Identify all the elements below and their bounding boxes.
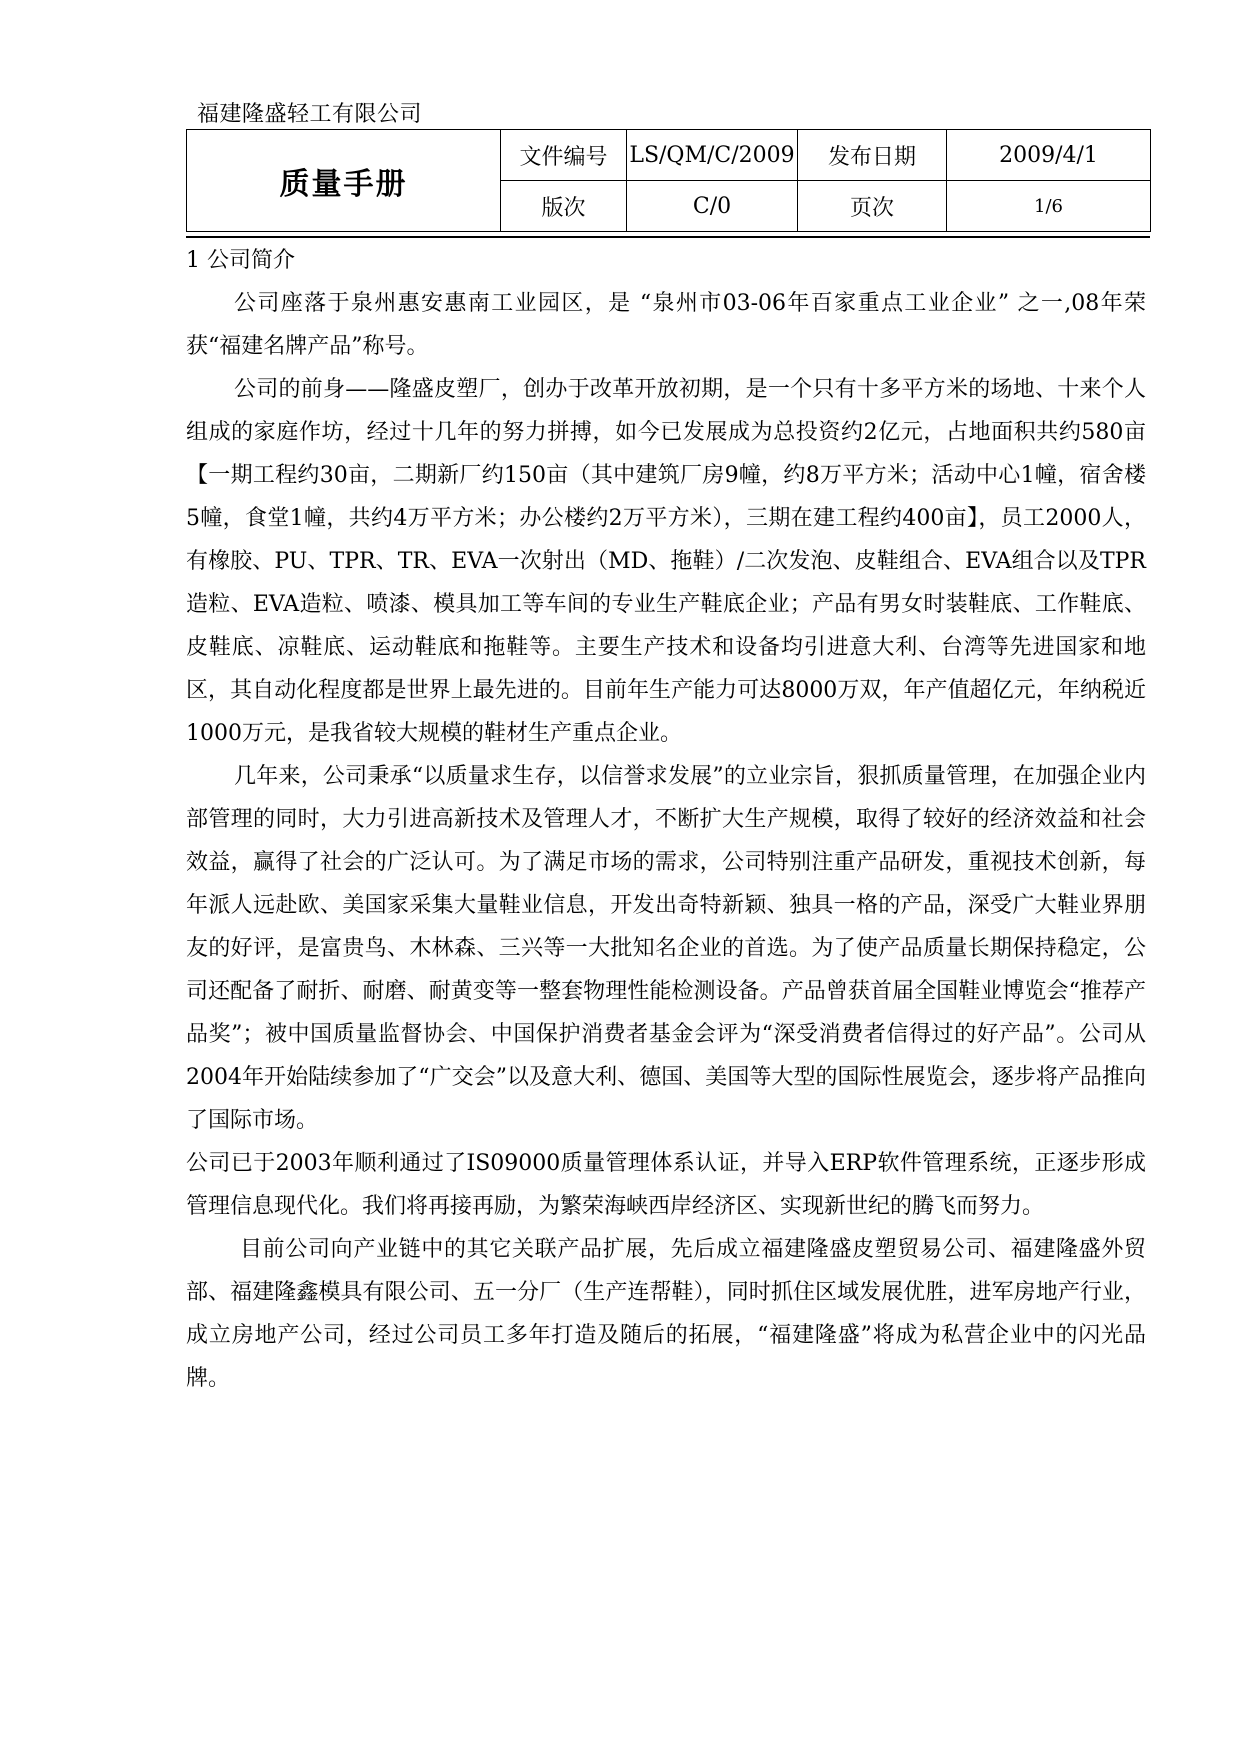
section-heading: 1 公司简介: [186, 248, 295, 273]
paragraph: 公司的前身——隆盛皮塑厂，创办于改革开放初期，是一个只有十多平方米的场地、十来个人组成的家庭作坊，经过十几年的努力拼搏，如今已发展成为总投资约2亿元，占地面积共约580亩【一期工程约30亩，二期新厂约150亩（其中建筑厂房9幢，约8万平方米；活动中心1幢，宿舍楼5幢，食堂1幢，共约4万平方米；办公楼约2万平方米），三期在建工程约400亩】，员工2000人，有橡胶、PU、TPR、TR、EVA一次射出（MD、拖鞋）/二次发泡、皮鞋组合、EVA组合以及TPR造粒、EVA造粒、喷漆、模具加工等车间的专业生产鞋底企业；产品有男女时装鞋底、工作鞋底、皮鞋底、凉鞋底、运动鞋底和拖鞋等。主要生产技术和设备均引进意大利、台湾等先进国家和地区，其自动化程度都是世界上最先进的。目前年生产能力可达8000万双，年产值超亿元，年纳税近1000万元，是我省较大规模的鞋材生产重点企业。: [186, 377, 1146, 746]
doc-no-label: 文件编号: [501, 130, 627, 181]
paragraph: 公司已于2003年顺利通过了IS09000质量管理体系认证，并导入ERP软件管理系统，正逐步形成管理信息现代化。我们将再接再励，为繁荣海峡西岸经济区、实现新世纪的腾飞而努力。: [186, 1151, 1146, 1219]
paragraph: 公司座落于泉州惠安惠南工业园区，是 “泉州市03-06年百家重点工业企业” 之一,08年荣获“福建名牌产品”称号。: [186, 291, 1146, 359]
company-name: 福建隆盛轻工有限公司: [197, 102, 423, 127]
paragraph: 几年来，公司秉承“以质量求生存，以信誉求发展”的立业宗旨，狠抓质量管理，在加强企业内部管理的同时，大力引进高新技术及管理人才，不断扩大生产规模，取得了较好的经济效益和社会效益，赢得了社会的广泛认可。为了满足市场的需求，公司特别注重产品研发，重视技术创新，每年派人远赴欧、美国家采集大量鞋业信息，开发出奇特新颖、独具一格的产品，深受广大鞋业界朋友的好评，是富贵鸟、木林森、三兴等一大批知名企业的首选。为了使产品质量长期保持稳定，公司还配备了耐折、耐磨、耐黄变等一整套物理性能检测设备。产品曾获首届全国鞋业博览会“推荐产品奖”；被中国质量监督协会、中国保护消费者基金会评为“深受消费者信得过的好产品”。公司从2004年开始陆续参加了“广交会”以及意大利、德国、美国等大型的国际性展览会，逐步将产品推向了国际市场。: [186, 764, 1146, 1133]
doc-no-value: LS/QM/C/2009: [627, 130, 798, 181]
document-body: [186, 282, 1146, 1400]
paragraph: 目前公司向产业链中的其它关联产品扩展，先后成立福建隆盛皮塑贸易公司、福建隆盛外贸部、福建隆鑫模具有限公司、五一分厂（生产连帮鞋），同时抓住区域发展优胜，进军房地产行业，成立房地产公司，经过公司员工多年打造及随后的拓展，“福建隆盛”将成为私营企业中的闪光品牌。: [186, 1237, 1146, 1391]
page-label: 页次: [798, 181, 947, 232]
version-label: 版次: [501, 181, 627, 232]
issue-date-value: 2009/4/1: [947, 130, 1151, 181]
page-number-value: 1/6: [947, 181, 1151, 232]
document-header-table: [186, 129, 1151, 232]
manual-title: 质量手册: [187, 130, 501, 232]
version-value: C/0: [627, 181, 798, 232]
header-divider: [186, 236, 1150, 238]
issue-date-label: 发布日期: [798, 130, 947, 181]
